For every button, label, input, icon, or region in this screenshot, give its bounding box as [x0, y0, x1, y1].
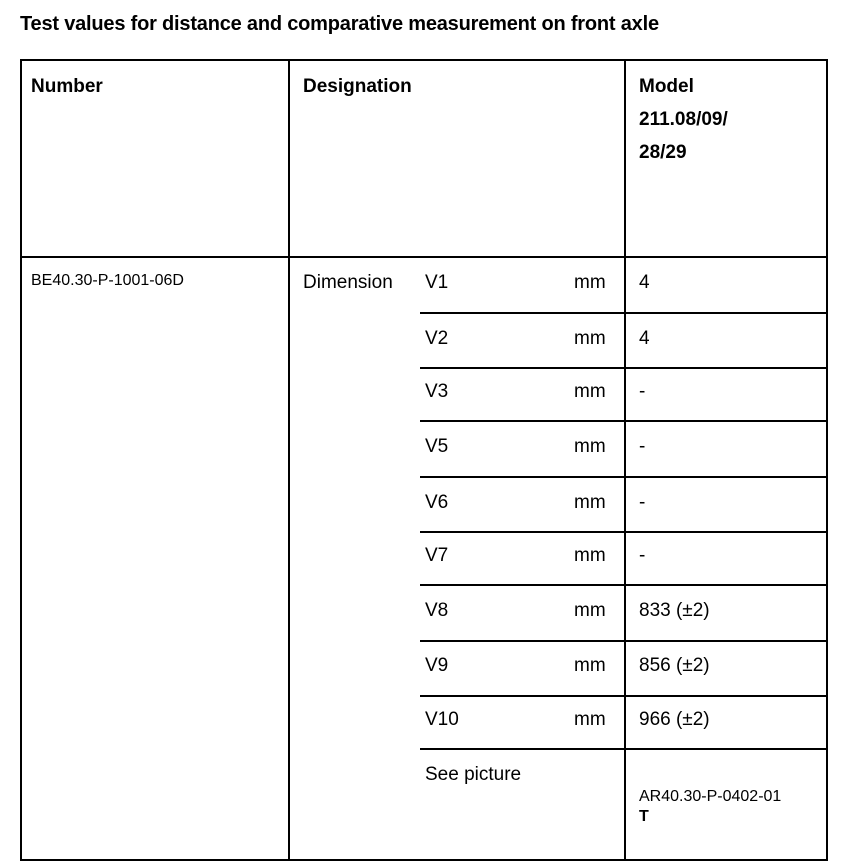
row-value: - [639, 436, 646, 457]
row-name: V8 [425, 600, 449, 621]
row-name: V5 [425, 436, 449, 457]
row-value: 4 [639, 328, 650, 349]
designation-dimension: Dimension [303, 272, 393, 293]
row-unit: mm [574, 272, 606, 293]
row-divider [420, 584, 828, 586]
see-picture-label: See picture [425, 764, 522, 785]
row-value: - [639, 492, 646, 513]
row-divider [420, 367, 828, 369]
row-unit: mm [574, 655, 606, 676]
header-divider [20, 256, 828, 258]
row-unit: mm [574, 709, 606, 730]
column-divider [288, 59, 290, 861]
row-value: - [639, 381, 646, 402]
row-name: V1 [425, 272, 449, 293]
row-unit: mm [574, 381, 606, 402]
row-name: V3 [425, 381, 449, 402]
header-model-number: 211.08/09/ [639, 109, 728, 130]
header-number: Number [31, 76, 103, 97]
row-divider [420, 748, 828, 750]
row-divider [420, 640, 828, 642]
row-unit: mm [574, 492, 606, 513]
column-divider [624, 59, 626, 861]
row-name: V10 [425, 709, 459, 730]
table-frame [20, 59, 828, 861]
row-unit: mm [574, 545, 606, 566]
row-divider [420, 695, 828, 697]
row-value: 4 [639, 272, 650, 293]
row-unit: mm [574, 436, 606, 457]
header-model: Model [639, 76, 694, 97]
row-value: 856 (±2) [639, 655, 710, 676]
row-name: V9 [425, 655, 449, 676]
row-divider [420, 420, 828, 422]
row-name: V6 [425, 492, 449, 513]
row-unit: mm [574, 328, 606, 349]
row-divider [420, 476, 828, 478]
picture-reference: AR40.30-P-0402-01 [639, 788, 782, 805]
row-value: - [639, 545, 646, 566]
header-model-number-cont: 28/29 [639, 142, 687, 163]
row-name: V2 [425, 328, 449, 349]
row-divider [420, 312, 828, 314]
document-number: BE40.30-P-1001-06D [31, 272, 184, 289]
page-title: Test values for distance and comparative measurement on front axle [20, 13, 659, 35]
row-divider [420, 531, 828, 533]
picture-reference-cont: T [639, 808, 649, 825]
row-value: 833 (±2) [639, 600, 710, 621]
header-designation: Designation [303, 76, 412, 97]
row-value: 966 (±2) [639, 709, 710, 730]
row-name: V7 [425, 545, 449, 566]
row-unit: mm [574, 600, 606, 621]
